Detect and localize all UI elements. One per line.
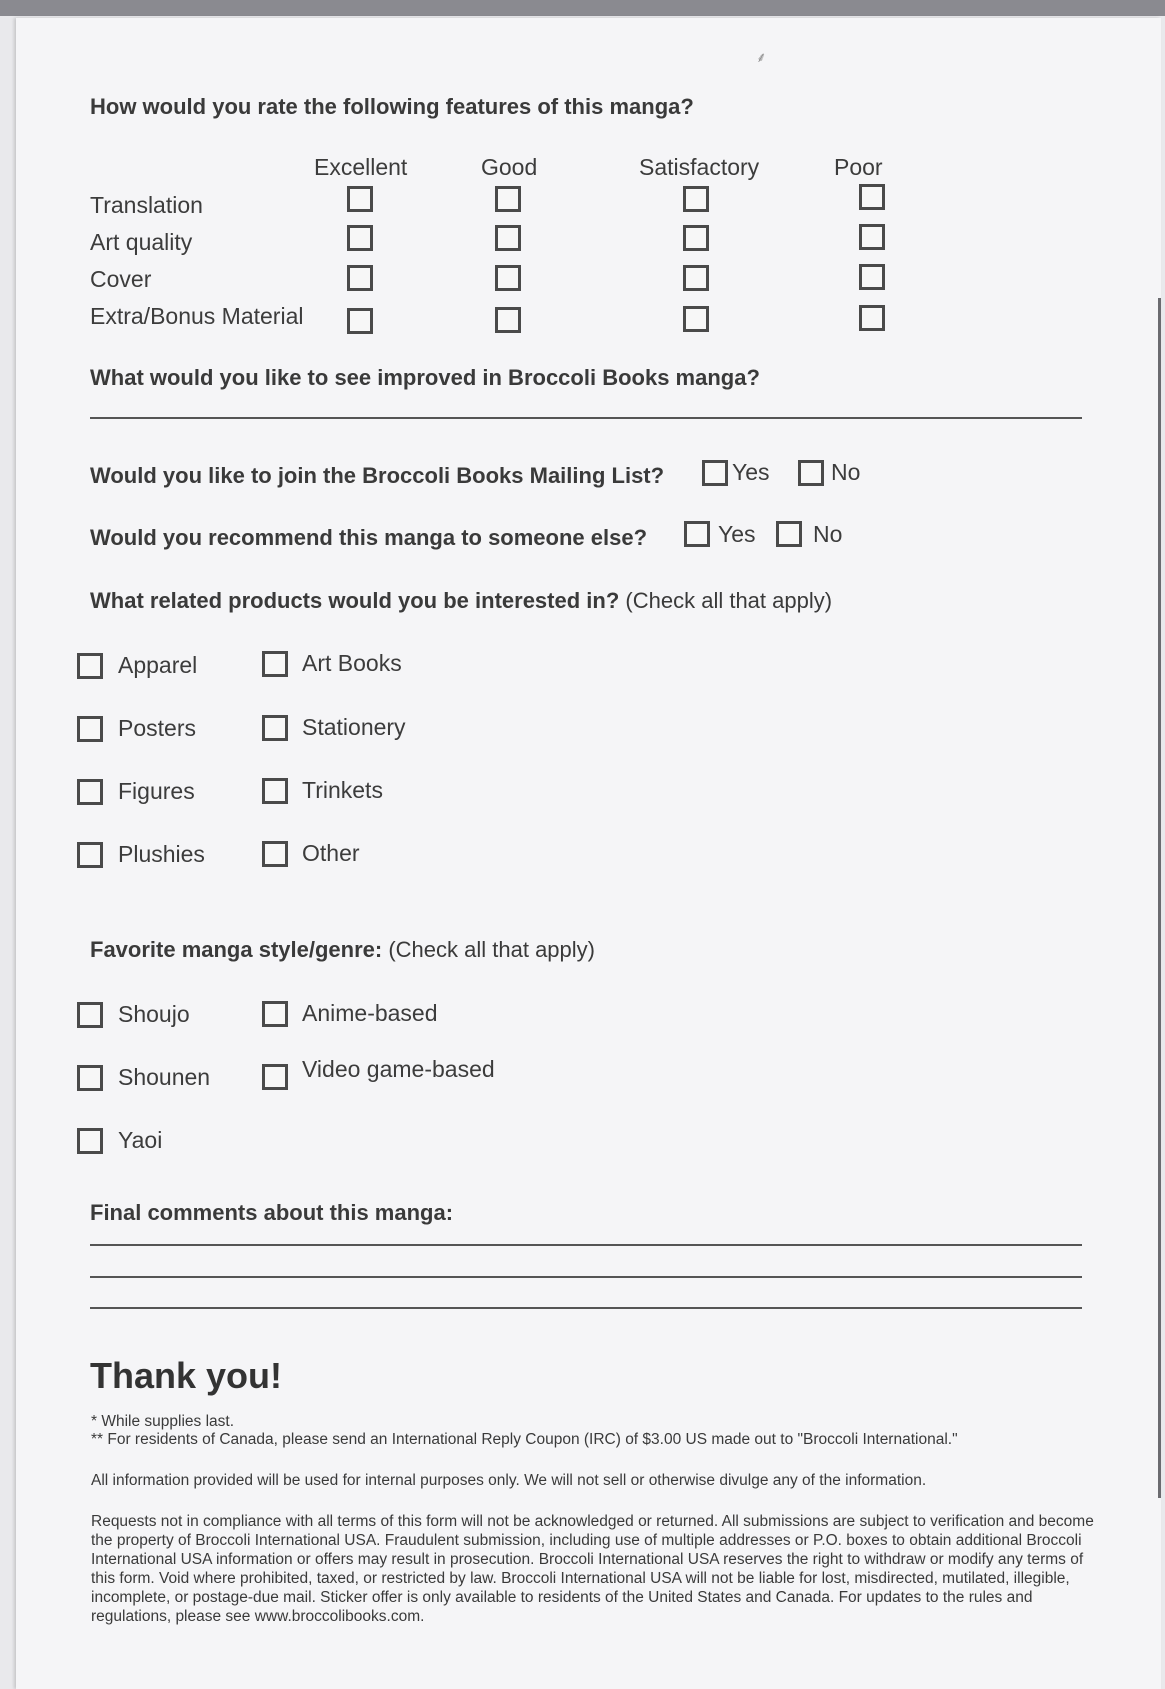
option-stationery: Stationery	[302, 714, 406, 740]
checkbox-recommend-no[interactable]	[776, 521, 802, 547]
mailing-question: Would you like to join the Broccoli Books Mailing List?	[90, 463, 665, 488]
column-poor: Poor	[834, 154, 883, 180]
option-other: Other	[302, 840, 360, 866]
checkbox-yaoi[interactable]	[77, 1128, 103, 1154]
improve-answer-line[interactable]	[90, 417, 1082, 419]
mailing-no-label: No	[831, 459, 861, 485]
rating-question: How would you rate the following features of this manga?	[90, 94, 694, 119]
checkbox-cover-poor[interactable]	[859, 264, 885, 290]
checkbox-other[interactable]	[262, 841, 288, 867]
fine-print-privacy: All information provided will be used for internal purposes only. We will not sell or otherwise divulge any of the information.	[91, 1472, 927, 1489]
checkbox-art-good[interactable]	[495, 225, 521, 251]
improve-question: What would you like to see improved in Broccoli Books manga?	[90, 365, 760, 390]
option-apparel: Apparel	[118, 652, 198, 678]
checkbox-mailing-yes[interactable]	[702, 460, 728, 486]
checkbox-cover-good[interactable]	[495, 265, 521, 291]
checkbox-video-game-based[interactable]	[262, 1064, 288, 1090]
option-plushies: Plushies	[118, 841, 205, 867]
option-trinkets: Trinkets	[302, 777, 383, 803]
recommend-question: Would you recommend this manga to someone else?	[90, 525, 648, 550]
column-good: Good	[481, 154, 538, 180]
checkbox-translation-good[interactable]	[495, 186, 521, 212]
option-anime-based: Anime-based	[302, 1000, 438, 1026]
comments-line-2[interactable]	[90, 1276, 1082, 1278]
checkbox-art-poor[interactable]	[859, 224, 885, 250]
checkbox-plushies[interactable]	[77, 842, 103, 868]
option-posters: Posters	[118, 715, 196, 741]
option-shounen: Shounen	[118, 1064, 211, 1090]
column-excellent: Excellent	[314, 154, 408, 180]
checkbox-translation-poor[interactable]	[859, 184, 885, 210]
checkbox-translation-satisfactory[interactable]	[683, 186, 709, 212]
comments-line-3[interactable]	[90, 1307, 1082, 1309]
checkbox-extra-excellent[interactable]	[347, 308, 373, 334]
fine-print-terms: Requests not in compliance with all terms of this form will not be acknowledged or returned. All submissions are subject to verification and become the property of Broccoli International USA. Fraudulent submission, including use of multiple addresses or P.O. boxes to obtain additional Broccoli International USA information or offers may result in prosecution. Broccoli International USA reserves the right to withdraw or modify any terms of this form. Void where prohibited, taxed, or restricted by law. Broccoli International USA will not be liable for lost, misdirected, mutilated, illegible, incomplete, or postage-due mail. Sticker offer is only available to residents of the United States and Canada. For updates to the rules and regulations, please see www.broccolibooks.com.	[91, 1513, 1094, 1625]
checkbox-trinkets[interactable]	[262, 778, 288, 804]
fine-print-supplies: * While supplies last.	[91, 1413, 235, 1430]
checkbox-extra-poor[interactable]	[859, 305, 885, 331]
products-note: (Check all that apply)	[625, 588, 833, 613]
products-question	[90, 588, 832, 614]
checkbox-stationery[interactable]	[262, 715, 288, 741]
checkbox-extra-satisfactory[interactable]	[683, 306, 709, 332]
option-yaoi: Yaoi	[118, 1127, 163, 1153]
row-translation: Translation	[90, 192, 203, 218]
option-figures: Figures	[118, 778, 195, 804]
products-question-text: What related products would you be interested in?	[90, 588, 620, 613]
checkbox-shounen[interactable]	[77, 1065, 103, 1091]
mailing-yes-label: Yes	[732, 459, 770, 485]
genre-note: (Check all that apply)	[388, 937, 595, 962]
checkbox-shoujo[interactable]	[77, 1002, 103, 1028]
column-satisfactory: Satisfactory	[639, 154, 760, 180]
comments-line-1[interactable]	[90, 1244, 1082, 1246]
checkbox-recommend-yes[interactable]	[684, 521, 710, 547]
checkbox-anime-based[interactable]	[262, 1001, 288, 1027]
page-edge-shadow	[1158, 298, 1161, 1498]
fine-print-canada: ** For residents of Canada, please send an International Reply Coupon (IRC) of $3.00 US made out to "Broccoli International."	[91, 1431, 958, 1448]
row-cover: Cover	[90, 266, 152, 292]
row-extra-bonus-material: Extra/Bonus Material	[90, 303, 304, 329]
checkbox-art-excellent[interactable]	[347, 225, 373, 251]
checkbox-extra-good[interactable]	[495, 307, 521, 333]
recommend-yes-label: Yes	[718, 521, 756, 547]
row-art-quality: Art quality	[90, 229, 193, 255]
checkbox-posters[interactable]	[77, 716, 103, 742]
survey-form-page	[16, 18, 1161, 1689]
checkbox-cover-excellent[interactable]	[347, 265, 373, 291]
scanner-top-edge	[0, 0, 1165, 16]
recommend-no-label: No	[813, 521, 843, 547]
thank-you-heading: Thank you!	[90, 1355, 283, 1396]
checkbox-art-satisfactory[interactable]	[683, 225, 709, 251]
genre-question	[90, 937, 595, 963]
checkbox-art-books[interactable]	[262, 651, 288, 677]
checkbox-mailing-no[interactable]	[798, 460, 824, 486]
pencil-mark-icon: ⸙	[756, 49, 767, 65]
option-shoujo: Shoujo	[118, 1001, 190, 1027]
checkbox-cover-satisfactory[interactable]	[683, 265, 709, 291]
genre-question-text: Favorite manga style/genre:	[90, 937, 383, 962]
checkbox-figures[interactable]	[77, 779, 103, 805]
checkbox-apparel[interactable]	[77, 653, 103, 679]
option-video-game-based: Video game-based	[302, 1056, 495, 1082]
checkbox-translation-excellent[interactable]	[347, 186, 373, 212]
option-art-books: Art Books	[302, 650, 402, 676]
comments-question: Final comments about this manga:	[90, 1200, 454, 1225]
